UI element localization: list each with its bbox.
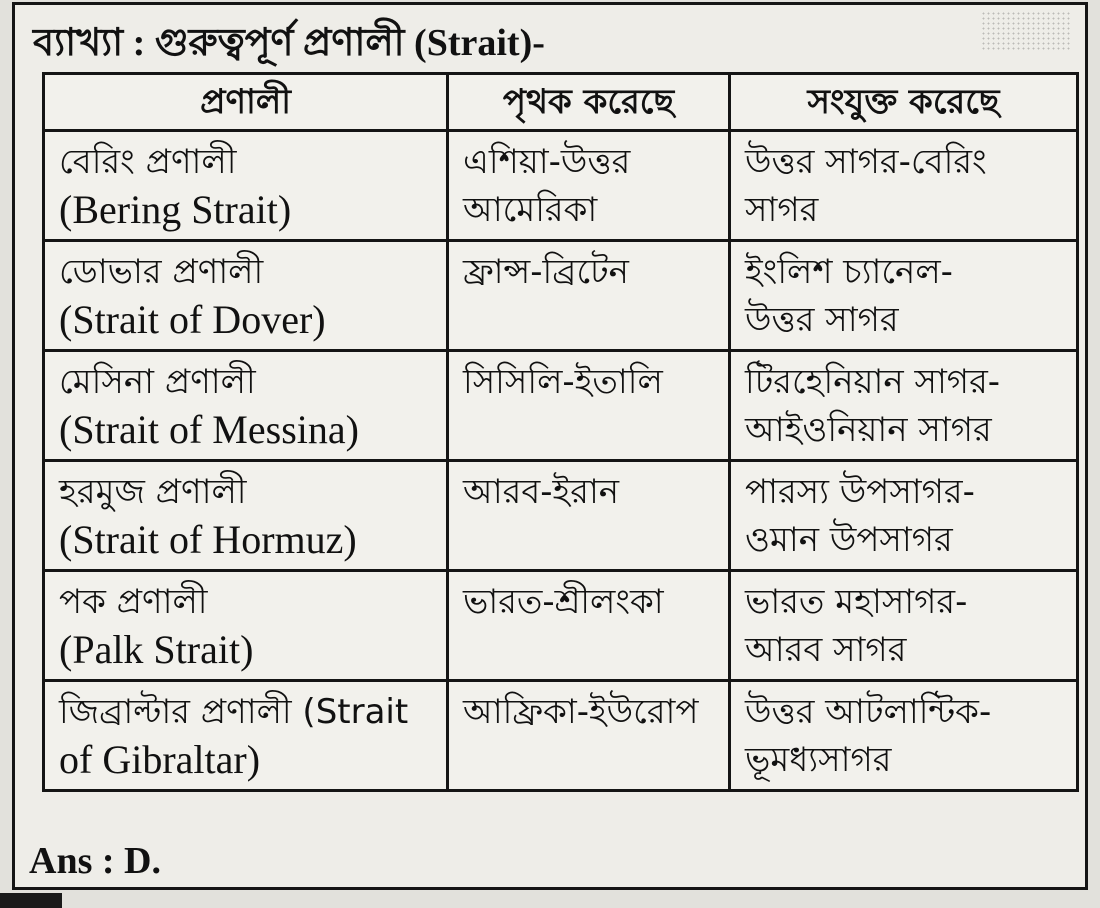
strait-cell <box>44 131 448 241</box>
connects-line-1: পারস্য উপসাগর- <box>745 472 975 512</box>
separates-cell <box>448 351 730 461</box>
strait-name-bengali: জিব্রাল্টার প্রণালী (Strait <box>59 692 409 732</box>
print-texture <box>981 11 1071 51</box>
strait-name-english: of Gibraltar) <box>59 737 261 782</box>
separates-cell <box>448 461 730 571</box>
strait-cell <box>44 571 448 681</box>
header-connects: সংযুক্ত করেছে <box>730 74 1078 131</box>
separates-line-1: এশিয়া-উত্তর <box>463 142 631 182</box>
connects-line-1: ইংলিশ চ্যানেল- <box>745 252 953 292</box>
cropped-dark-mark <box>0 893 62 908</box>
separates-line-1: ভারত-শ্রীলংকা <box>463 582 664 622</box>
strait-cell <box>44 461 448 571</box>
separates-line-1: সিসিলি-ইতালি <box>463 362 663 402</box>
cropped-page-edge <box>0 893 1100 908</box>
table-row <box>44 681 1078 791</box>
strait-cell <box>44 351 448 461</box>
connects-cell <box>730 681 1078 791</box>
separates-cell <box>448 241 730 351</box>
table-row <box>44 351 1078 461</box>
header-separates: পৃথক করেছে <box>448 74 730 131</box>
strait-name-bengali: ডোভার প্রণালী <box>59 252 264 292</box>
strait-name-english: (Palk Strait) <box>59 627 254 672</box>
connects-cell <box>730 131 1078 241</box>
connects-line-1: উত্তর আটলান্টিক- <box>745 692 992 732</box>
answer-text: Ans : D. <box>29 840 161 882</box>
header-strait: প্রণালী <box>44 74 448 131</box>
connects-cell <box>730 241 1078 351</box>
strait-name-bengali: পক প্রণালী <box>59 582 208 622</box>
strait-name-english: (Strait of Hormuz) <box>59 517 357 562</box>
strait-name-english: (Strait of Messina) <box>59 407 359 452</box>
connects-line-2: উত্তর সাগর <box>745 300 899 340</box>
separates-line-2: আমেরিকা <box>463 190 598 230</box>
explanation-box <box>12 2 1088 890</box>
strait-cell <box>44 681 448 791</box>
connects-line-1: টিরহেনিয়ান সাগর- <box>745 362 1001 402</box>
connects-line-1: উত্তর সাগর-বেরিং <box>745 142 987 182</box>
table-row <box>44 571 1078 681</box>
connects-line-2: ভূমধ্যসাগর <box>745 740 892 780</box>
strait-name-bengali: হরমুজ প্রণালী <box>59 472 247 512</box>
connects-line-2: আইওনিয়ান সাগর <box>745 410 992 450</box>
connects-cell <box>730 351 1078 461</box>
separates-cell <box>448 681 730 791</box>
separates-cell <box>448 131 730 241</box>
connects-cell <box>730 461 1078 571</box>
strait-name-bengali: মেসিনা প্রণালী <box>59 362 256 402</box>
strait-name-english: (Bering Strait) <box>59 187 292 232</box>
separates-line-1: ফ্রান্স-ব্রিটেন <box>463 252 629 292</box>
connects-line-1: ভারত মহাসাগর- <box>745 582 968 622</box>
separates-cell <box>448 571 730 681</box>
connects-line-2: আরব সাগর <box>745 630 907 670</box>
strait-cell <box>44 241 448 351</box>
table-header-row <box>44 74 1078 131</box>
connects-line-2: সাগর <box>745 190 819 230</box>
table-row <box>44 241 1078 351</box>
table-row <box>44 461 1078 571</box>
separates-line-1: আফ্রিকা-ইউরোপ <box>463 692 699 732</box>
strait-table <box>42 72 1079 792</box>
strait-name-english: (Strait of Dover) <box>59 297 326 342</box>
connects-cell <box>730 571 1078 681</box>
connects-line-2: ওমান উপসাগর <box>745 520 953 560</box>
table-row <box>44 131 1078 241</box>
explanation-title: ব্যাখ্যা : গুরুত্বপূর্ণ প্রণালী (Strait)- <box>33 22 545 64</box>
separates-line-1: আরব-ইরান <box>463 472 620 512</box>
strait-name-bengali: বেরিং প্রণালী <box>59 142 237 182</box>
